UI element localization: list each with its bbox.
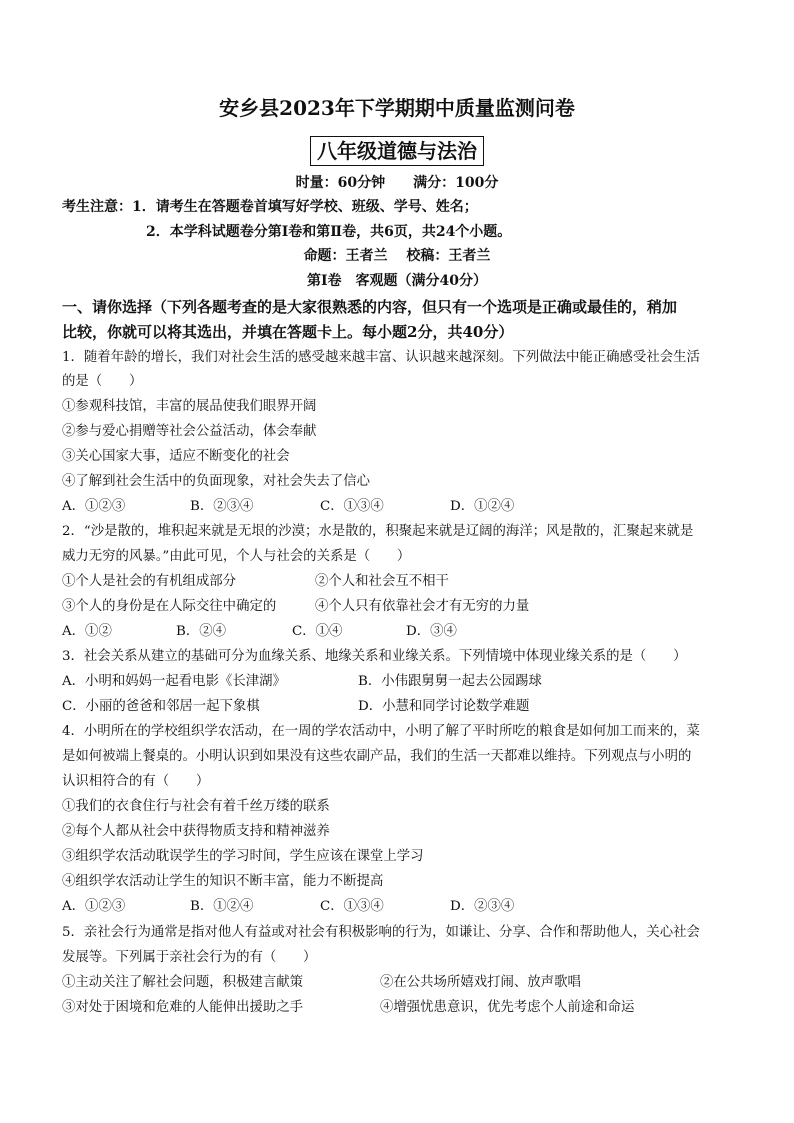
q1-stem-1: 1．随着年龄的增长，我们对社会生活的感受越来越丰富、认识越来越深刻。下列做法中能正确感受社会生活: [62, 350, 700, 365]
q4-stem-2: 是如何被端上餐桌的。小明认识到如果没有这些农副产品，我们的生活一天都难以维持。下列观点与小明的: [62, 749, 692, 764]
q1-stem-2: 的是（ ）: [62, 374, 143, 389]
notice-line-1: 考生注意：1．请考生在答题卷首填写好学校、班级、学号、姓名；: [62, 199, 478, 215]
q4-option-b: B．①②④: [190, 899, 254, 914]
q1-statement-3: ③关心国家大事，适应不断变化的社会: [62, 449, 290, 464]
q2-option-b: B．②④: [176, 624, 227, 639]
subject-box: [0, 136, 794, 166]
q4-stem-3: 认识相符合的有（ ）: [62, 774, 210, 789]
q2-stem-1: 2．“沙是散的，堆积起来就是无垠的沙漠；水是散的，积聚起来就是辽阔的海洋；风是散的，汇聚起来就是: [62, 524, 694, 539]
q3-stem-1: 3．社会关系从建立的基础可分为血缘关系、地缘关系和业缘关系。下列情境中体现业缘关系的是（ ）: [62, 649, 687, 664]
q4-statement-2: ②每个人都从社会中获得物质支持和精神滋养: [62, 824, 330, 839]
authors-line: 命题：王者兰 校稿：王者兰: [303, 248, 491, 264]
q5-stem-1: 5．亲社会行为通常是指对他人有益或对社会有积极影响的行为，如谦让、分享、合作和帮助他人，关心社会: [62, 925, 700, 940]
q1-statement-4: ④了解到社会生活中的负面现象，对社会失去了信心: [62, 474, 370, 489]
q4-stem-1: 4．小明所在的学校组织学农活动，在一周的学农活动中，小明了解了平时所吃的粮食是如何加工而来的，菜: [62, 724, 700, 739]
q2-statement-2: ②个人和社会互不相干: [315, 574, 449, 589]
q2-statement-4: ④个人只有依靠社会才有无穷的力量: [315, 599, 530, 614]
q5-statement-2: ②在公共场所嬉戏打闹、放声歌唱: [380, 975, 581, 990]
q4-statement-3: ③组织学农活动耽误学生的学习时间，学生应该在课堂上学习: [62, 849, 424, 864]
q2-statement-3: ③个人的身份是在人际交往中确定的: [62, 599, 277, 614]
subject-title: 八年级道德与法治: [310, 136, 484, 166]
exam-title: 安乡县2023年下学期期中质量监测问卷: [219, 96, 575, 120]
q3-option-d: D．小慧和同学讨论数学难题: [358, 699, 530, 714]
q1-statement-1: ①参观科技馆，丰富的展品使我们眼界开阔: [62, 399, 317, 414]
q4-statement-1: ①我们的衣食住行与社会有着千丝万缕的联系: [62, 799, 330, 814]
q5-statement-4: ④增强忧患意识，优先考虑个人前途和命运: [380, 1000, 635, 1015]
q4-option-a: A．①②③: [62, 899, 126, 914]
section1-instruction-1: 一、请你选择（下列各题考查的是大家很熟悉的内容，但只有一个选项是正确或最佳的，稍加: [62, 298, 678, 316]
q3-option-a: A．小明和妈妈一起看电影《长津湖》: [62, 674, 286, 689]
q1-option-a: A．①②③: [62, 499, 126, 514]
q2-option-c: C．①④: [292, 624, 343, 639]
q4-statement-4: ④组织学农活动让学生的知识不断丰富，能力不断提高: [62, 874, 384, 889]
q2-stem-2: 威力无穷的风暴。”由此可见，个人与社会的关系是（ ）: [62, 549, 411, 564]
section1-instruction-2: 比较，你就可以将其选出，并填在答题卡上。每小题2分，共40分）: [62, 323, 514, 341]
q5-statement-3: ③对处于困境和危难的人能伸出援助之手: [62, 1000, 304, 1015]
q4-option-c: C．①③④: [320, 899, 384, 914]
q4-option-d: D．②③④: [450, 899, 515, 914]
q1-option-d: D．①②④: [450, 499, 515, 514]
part1-title: 第Ⅰ卷 客观题（满分40分）: [306, 273, 488, 289]
q5-stem-2: 发展等。下列属于亲社会行为的有（ ）: [62, 950, 317, 965]
q3-option-c: C．小丽的爸爸和邻居一起下象棋: [62, 699, 260, 714]
time-info: 时量：60分钟 满分：100分: [295, 175, 499, 191]
q2-statement-1: ①个人是社会的有机组成部分: [62, 574, 237, 589]
q3-option-b: B．小伟跟舅舅一起去公园踢球: [358, 674, 542, 689]
q2-option-a: A．①②: [62, 624, 112, 639]
q5-statement-1: ①主动关注了解社会问题，积极建言献策: [62, 975, 304, 990]
q1-option-c: C．①③④: [320, 499, 384, 514]
q1-statement-2: ②参与爱心捐赠等社会公益活动，体会奉献: [62, 424, 317, 439]
notice-line-2: 2．本学科试题卷分第Ⅰ卷和第Ⅱ卷，共6页，共24个小题。: [146, 224, 512, 240]
q2-option-d: D．③④: [406, 624, 457, 639]
q1-option-b: B．②③④: [190, 499, 254, 514]
